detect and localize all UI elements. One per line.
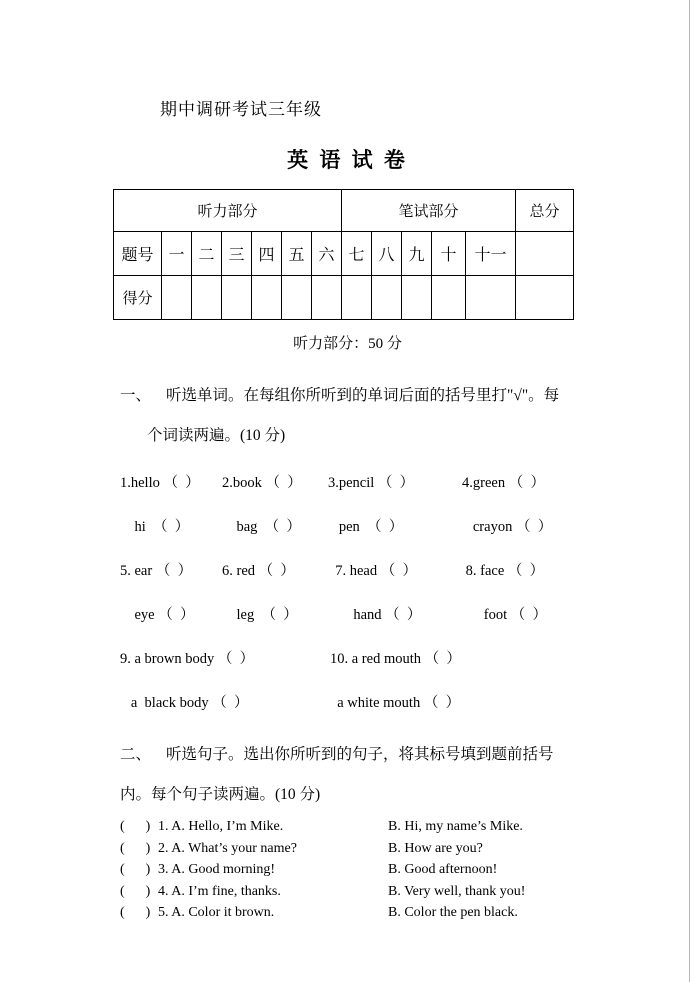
word-option: crayon （ ）	[462, 519, 553, 535]
question-number: 二	[192, 232, 222, 276]
word-option: bag （ ）	[222, 519, 301, 535]
total-score-header: 总分	[516, 190, 574, 232]
option-b: B. Very well, thank you!	[388, 883, 526, 899]
word-option: hi （ ）	[120, 519, 190, 535]
exam-subtitle: 期中调研考试三年级	[160, 100, 322, 119]
word-option: a white mouth （ ）	[330, 695, 461, 711]
table-header-row	[114, 190, 574, 232]
section2-number: 二、	[120, 746, 152, 763]
score-blank-cell	[162, 276, 192, 320]
option-b: B. Hi, my name’s Mike.	[388, 819, 523, 834]
score-blank-cell	[192, 276, 222, 320]
sentence-list	[120, 816, 695, 924]
sentence-item	[120, 902, 695, 924]
question-number: 八	[372, 232, 402, 276]
written-part-header: 笔试部分	[342, 190, 516, 232]
sentence-item	[120, 816, 695, 838]
score-table	[113, 189, 574, 320]
option-a: 4. A. I’m fine, thanks.	[158, 883, 281, 899]
score-blank-cell	[466, 276, 516, 320]
word-option: foot （ ）	[462, 607, 547, 623]
word-option: 5. ear （ ）	[120, 563, 193, 579]
section2-instruction-line1: 听选句子。选出你所听到的句子，将其标号填到题前括号	[166, 746, 554, 763]
score-blank-cell	[372, 276, 402, 320]
question-number: 九	[402, 232, 432, 276]
answer-blank: ( )	[120, 819, 151, 834]
sentence-item	[120, 859, 695, 881]
word-option: 7. head （ ）	[328, 563, 417, 579]
page-right-edge	[689, 0, 690, 982]
score-blank-cell	[312, 276, 342, 320]
option-a: 3. A. Good morning!	[158, 862, 276, 877]
score-blank-cell	[516, 276, 574, 320]
word-row	[120, 559, 695, 580]
page-title: 英 语 试 卷	[287, 148, 408, 172]
score-blank-cell	[252, 276, 282, 320]
section1-number: 一、	[120, 387, 152, 404]
sentence-item	[120, 881, 695, 903]
word-row	[120, 691, 695, 712]
listening-section-banner: 听力部分：50 分	[293, 336, 402, 352]
question-number: 五	[282, 232, 312, 276]
word-row	[120, 647, 695, 668]
question-number: 十一	[466, 232, 516, 276]
word-option: hand （ ）	[328, 607, 422, 623]
question-number: 七	[342, 232, 372, 276]
word-option: leg （ ）	[222, 607, 298, 623]
option-a: 1. A. Hello, I’m Mike.	[158, 819, 284, 834]
option-a: 2. A. What’s your name?	[158, 840, 297, 856]
section2-heading	[120, 742, 695, 764]
section1-instruction-line1: 听选单词。在每组你所听到的单词后面的括号里打"√"。每	[166, 387, 560, 404]
question-number: 十	[432, 232, 466, 276]
answer-blank: ( )	[120, 883, 151, 899]
word-option: eye （ ）	[120, 607, 195, 623]
score-blank-cell	[432, 276, 466, 320]
section1-instruction-line2: 个词读两遍。(10 分)	[147, 427, 286, 444]
option-b: B. Color the pen black.	[388, 905, 518, 920]
word-option: 4.green （ ）	[462, 475, 545, 491]
sentence-item	[120, 838, 695, 860]
listening-part-header: 听力部分	[114, 190, 342, 232]
score-row	[114, 276, 574, 320]
question-row-label: 题号	[114, 232, 162, 276]
score-blank-cell	[402, 276, 432, 320]
answer-blank: ( )	[120, 840, 151, 856]
word-option: 2.book （ ）	[222, 475, 302, 491]
word-option: 1.hello （ ）	[120, 475, 200, 491]
word-option: 9. a brown body （ ）	[120, 651, 255, 667]
question-number: 六	[312, 232, 342, 276]
total-score-blank-cell	[516, 232, 574, 276]
score-blank-cell	[282, 276, 312, 320]
section2-instruction-line2: 内。每个句子读两遍。(10 分)	[120, 786, 321, 803]
word-option: 3.pencil （ ）	[328, 475, 415, 491]
word-option: a black body （ ）	[120, 695, 249, 711]
question-number: 四	[252, 232, 282, 276]
question-number: 三	[222, 232, 252, 276]
option-a: 5. A. Color it brown.	[158, 905, 275, 920]
word-option: pen （ ）	[328, 519, 404, 535]
question-number: 一	[162, 232, 192, 276]
option-b: B. Good afternoon!	[388, 862, 498, 877]
word-option: 6. red （ ）	[222, 563, 295, 579]
word-row	[120, 471, 695, 492]
word-row	[120, 515, 695, 536]
word-row	[120, 603, 695, 624]
word-option: 8. face （ ）	[462, 563, 545, 579]
answer-blank: ( )	[120, 862, 151, 877]
section1-heading	[120, 383, 695, 405]
score-blank-cell	[342, 276, 372, 320]
score-blank-cell	[222, 276, 252, 320]
score-row-label: 得分	[114, 276, 162, 320]
answer-blank: ( )	[120, 905, 151, 920]
word-option: 10. a red mouth （ ）	[330, 651, 461, 667]
question-number-row	[114, 232, 574, 276]
option-b: B. How are you?	[388, 840, 483, 856]
